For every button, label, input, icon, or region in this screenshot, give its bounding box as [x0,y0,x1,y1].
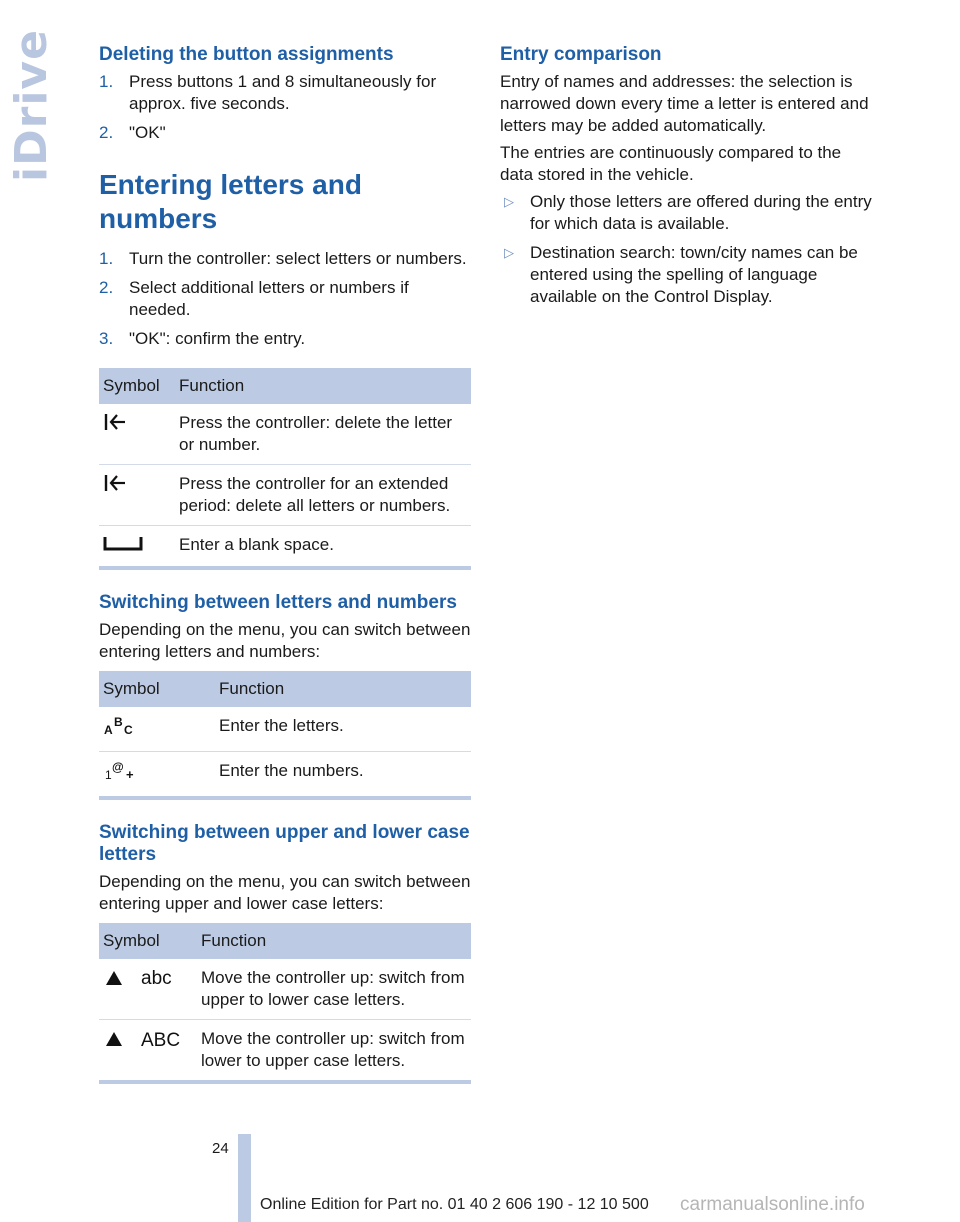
table-cell-function: Enter the numbers. [219,761,364,780]
table-cell-function: Press the controller for an extended period: delete all letters or numbers. [175,465,471,526]
table-cell-function: Press the controller: delete the letter or number. [175,404,471,465]
blank-space-icon [103,537,143,556]
switch-text: Depending on the menu, you can switch between entering letters and numbers: [99,620,471,661]
entry-comparison-para2: The entries are continuously compared to the data stored in the vehicle. [500,143,842,184]
table-header-symbol: Symbol [99,923,197,959]
table-end-bar [99,796,471,800]
svg-text:A: A [104,723,113,737]
table-header-function: Function [197,923,471,959]
table-header-symbol: Symbol [99,368,175,404]
right-column [500,44,875,315]
delete-steps [99,71,471,144]
symbol-table-case [99,923,471,1080]
step-number: 2. [99,278,114,297]
enter-heading: Entering letters and numbers [99,169,362,234]
symbol-table-letters-numbers [99,671,471,796]
watermark: carmanualsonline.info [680,1194,865,1215]
case-text: Depending on the menu, you can switch between entering upper and lower case letters: [99,872,471,913]
svg-text:1: 1 [105,768,112,782]
entry-comparison-heading: Entry comparison [500,44,662,65]
bullet-text: Destination search: town/city names can be entered using the spelling of language available on the Control Display. [530,243,858,306]
table-cell-function: Enter the letters. [215,707,471,752]
table-header-symbol: Symbol [99,671,215,707]
list-item [99,248,471,270]
bullet-triangle-icon: ▷ [504,245,514,260]
table-header-function: Function [175,368,471,404]
step-number: 1. [99,72,114,91]
delete-back-arrow-icon [103,478,127,497]
step-text: Turn the controller: select letters or numbers. [129,249,467,268]
side-tab-idrive [5,28,57,182]
symbol-abc-lower: abc [141,968,172,989]
table-row [99,1020,471,1081]
step-number: 1. [99,249,114,268]
table-row [99,404,471,465]
list-item [99,277,471,321]
table-cell-function: Enter a blank space. [179,535,334,554]
symbol-table-entry [99,368,471,566]
delete-heading: Deleting the button assignments [99,44,394,65]
table-end-bar [99,566,471,570]
table-row [99,959,471,1020]
footer-bar [238,1134,251,1222]
delete-back-arrow-icon [103,417,127,436]
side-tab-label: iDrive [5,28,57,182]
list-item [500,191,875,235]
footer-edition: Online Edition for Part no. 01 40 2 606 190 - 12 10 500 [260,1196,649,1213]
svg-text:+: + [126,767,134,782]
bullet-text: Only those letters are offered during the entry for which data is available. [530,192,872,233]
svg-text:B: B [114,715,123,729]
svg-text:@: @ [112,760,124,774]
step-text: Press buttons 1 and 8 simultaneously for approx. five seconds. [129,72,437,113]
step-text: "OK": confirm the entry. [129,329,306,348]
numbers-1-at-plus-icon [103,760,143,786]
list-item [99,122,471,144]
page-number: 24 [212,1140,229,1157]
step-number: 2. [99,123,114,142]
step-text: Select additional letters or numbers if needed. [129,278,409,319]
case-heading: Switching between upper and lower case letters [99,822,470,865]
step-text: "OK" [129,123,166,142]
bullet-triangle-icon: ▷ [504,194,514,209]
table-end-bar [99,1080,471,1084]
table-header-function: Function [215,671,471,707]
entry-comparison-para1: Entry of names and addresses: the selection is narrowed down every time a letter is entered and letters may be added automatically. [500,72,869,135]
up-triangle-icon [103,968,193,993]
table-row [99,752,471,797]
enter-steps [99,248,471,350]
switch-heading: Switching between letters and numbers [99,592,457,613]
up-triangle-icon [103,1030,193,1054]
entry-comparison-bullets [500,191,875,308]
table-cell-function: Move the controller up: switch from lower to upper case letters. [201,1029,465,1070]
list-item [500,242,875,308]
left-column [99,44,471,1084]
step-number: 3. [99,329,114,348]
letters-abc-icon [103,715,143,741]
list-item [99,71,471,115]
table-row [99,526,471,567]
table-row [99,465,471,526]
symbol-abc-upper: ABC [141,1030,181,1050]
table-cell-function: Move the controller up: switch from upper to lower case letters. [197,959,471,1020]
table-row [99,707,471,752]
list-item [99,328,471,350]
svg-text:C: C [124,723,133,737]
